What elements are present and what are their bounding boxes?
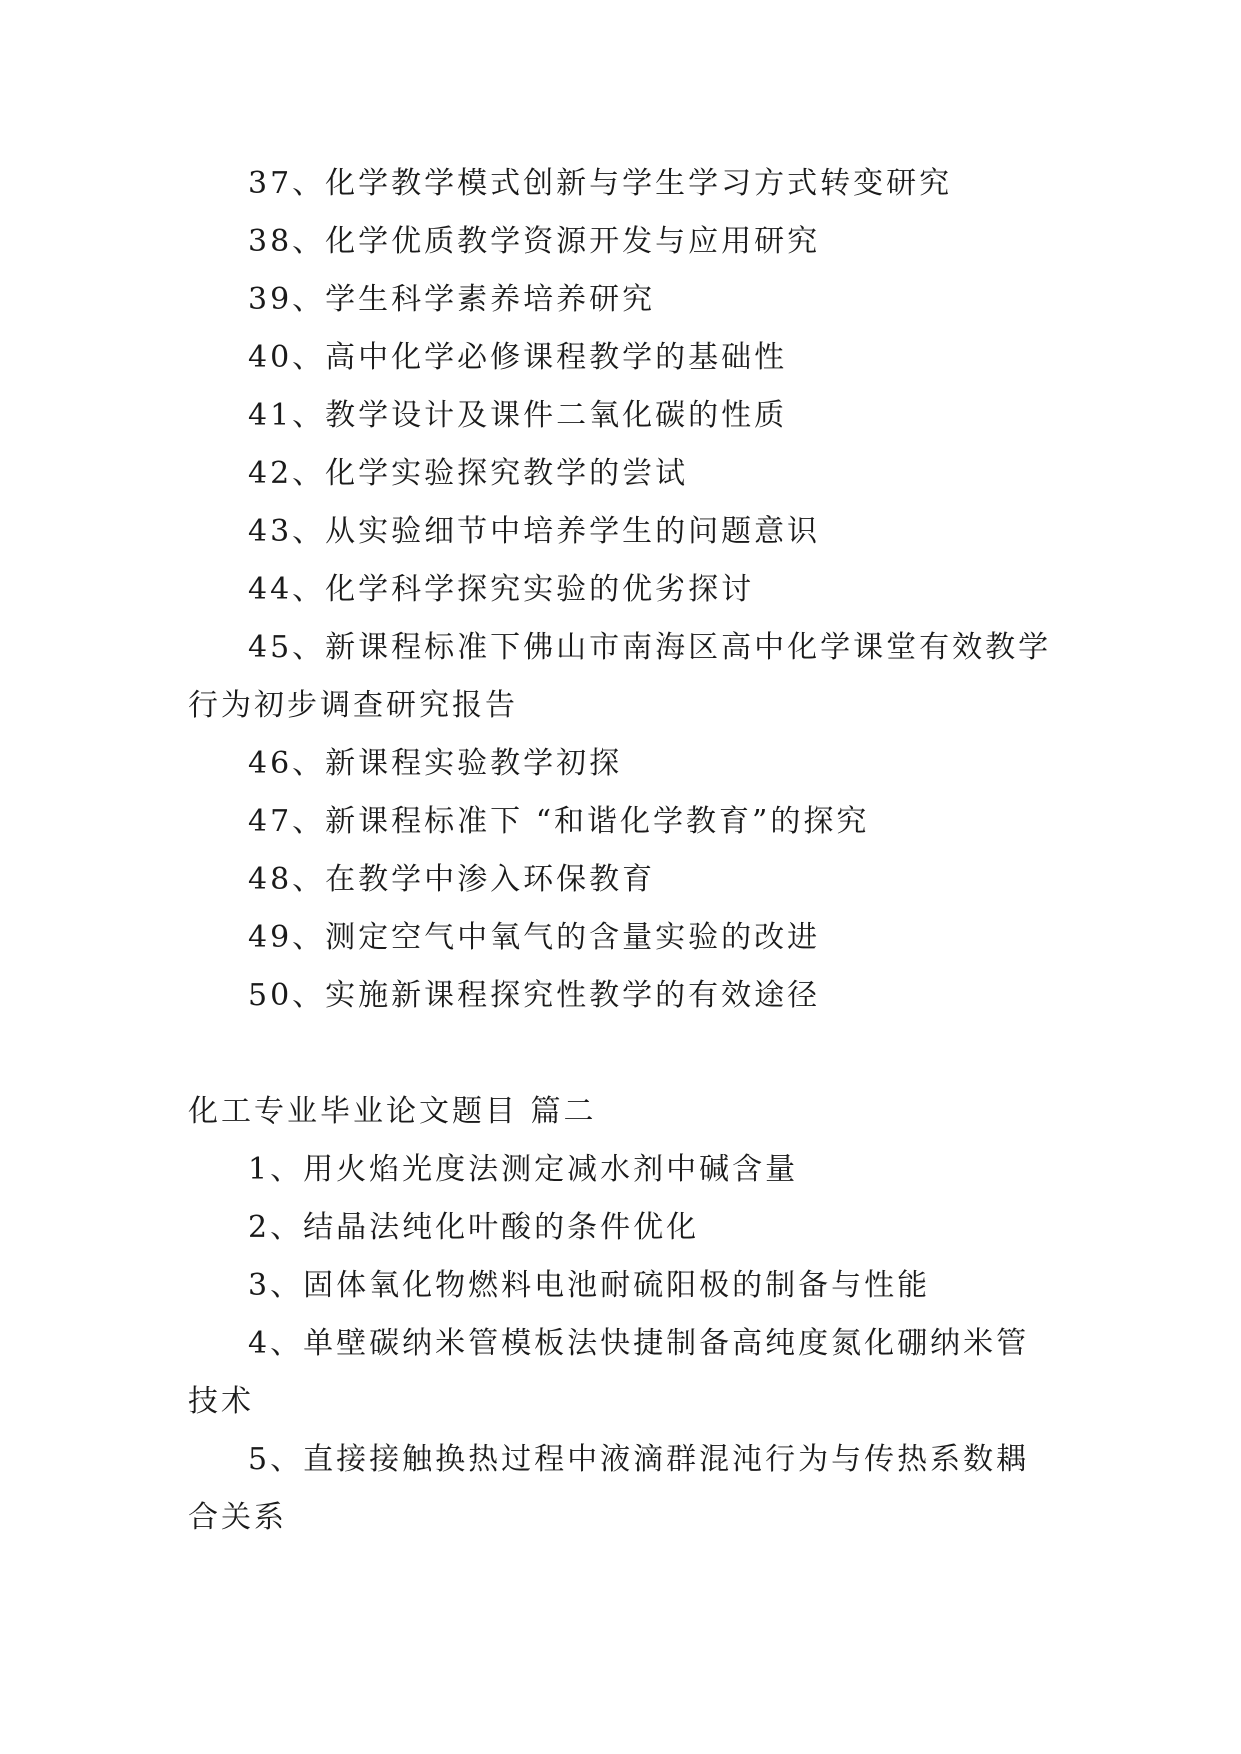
topic-item-48: 48、在教学中渗入环保教育 [248, 862, 656, 897]
topic-item-47: 47、新课程标准下 “和谐化学教育”的探究 [248, 804, 870, 839]
topic-item-4: 4、单壁碳纳米管模板法快捷制备高纯度氮化硼纳米管 [248, 1326, 1030, 1361]
section-heading: 化工专业毕业论文题目 篇二 [188, 1094, 597, 1129]
topic-item-39: 39、学生科学素养培养研究 [248, 282, 656, 317]
topic-item-38: 38、化学优质教学资源开发与应用研究 [248, 224, 821, 259]
topic-item-41: 41、教学设计及课件二氧化碳的性质 [248, 398, 788, 433]
topic-item-5-continued: 合关系 [188, 1500, 287, 1535]
topic-item-50: 50、实施新课程探究性教学的有效途径 [248, 978, 821, 1013]
topic-item-43: 43、从实验细节中培养学生的问题意识 [248, 514, 821, 549]
topic-item-44: 44、化学科学探究实验的优劣探讨 [248, 572, 755, 607]
topic-item-49: 49、测定空气中氧气的含量实验的改进 [248, 920, 821, 955]
topic-item-1: 1、用火焰光度法测定减水剂中碱含量 [248, 1152, 799, 1187]
topic-item-45: 45、新课程标准下佛山市南海区高中化学课堂有效教学 [248, 630, 1052, 665]
topic-item-45-continued: 行为初步调查研究报告 [188, 688, 518, 723]
topic-item-2: 2、结晶法纯化叶酸的条件优化 [248, 1210, 700, 1245]
topic-item-37: 37、化学教学模式创新与学生学习方式转变研究 [248, 166, 953, 201]
topic-item-4-continued: 技术 [188, 1384, 254, 1419]
topic-item-46: 46、新课程实验教学初探 [248, 746, 623, 781]
topic-item-42: 42、化学实验探究教学的尝试 [248, 456, 689, 491]
topic-item-5: 5、直接接触换热过程中液滴群混沌行为与传热系数耦 [248, 1442, 1030, 1477]
topic-item-40: 40、高中化学必修课程教学的基础性 [248, 340, 788, 375]
topic-item-3: 3、固体氧化物燃料电池耐硫阳极的制备与性能 [248, 1268, 931, 1303]
